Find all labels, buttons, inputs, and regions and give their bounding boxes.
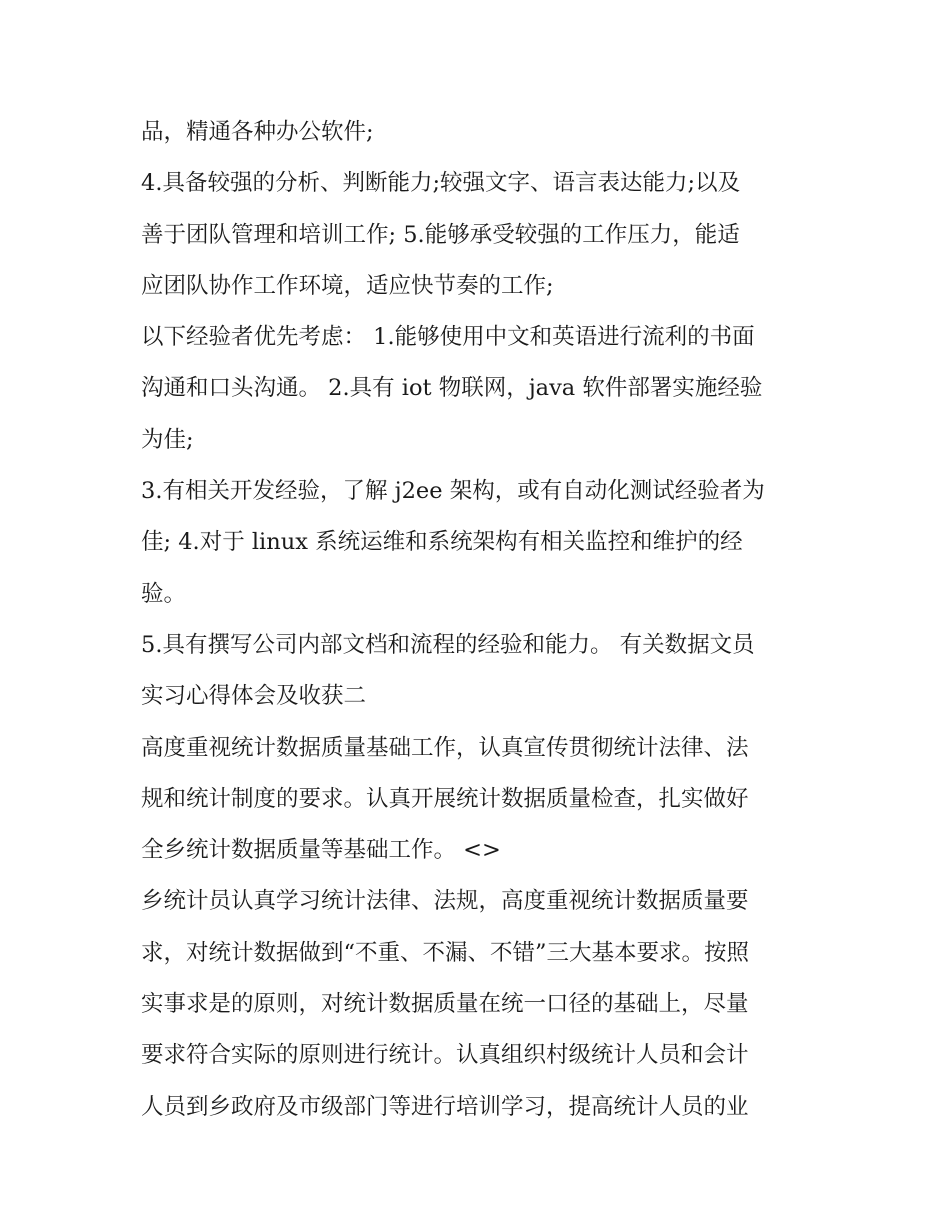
text-line: 人员到乡政府及市级部门等进行培训学习，提高统计人员的业	[141, 1093, 749, 1120]
text-line: 实事求是的原则，对统计数据质量在统一口径的基础上，尽量	[141, 991, 749, 1018]
text-line: 规和统计制度的要求。认真开展统计数据质量检查，扎实做好	[141, 785, 749, 812]
text-line: 要求符合实际的原则进行统计。认真组织村级统计人员和会计	[141, 1042, 749, 1069]
text-line: 3.有相关开发经验，了解 j2ee 架构，或有自动化测试经验者为	[141, 478, 765, 505]
text-line: 善于团队管理和培训工作; 5.能够承受较强的工作压力，能适	[141, 221, 740, 248]
document-body	[141, 107, 821, 1133]
text-line: 应团队协作工作环境，适应快节奏的工作;	[141, 272, 554, 299]
text-line: 实习心得体会及收获二	[141, 683, 367, 710]
text-line: 沟通和口头沟通。 2.具有 iot 物联网，java 软件部署实施经验	[141, 375, 763, 402]
text-line: 验。	[141, 580, 187, 607]
text-line: 品，精通各种办公软件;	[141, 119, 374, 145]
text-line: 5.具有撰写公司内部文档和流程的经验和能力。 有关数据文员	[141, 631, 755, 658]
text-line: 高度重视统计数据质量基础工作，认真宣传贯彻统计法律、法	[141, 734, 749, 761]
text-line: 乡统计员认真学习统计法律、法规，高度重视统计数据质量要	[141, 888, 749, 915]
text-line: 为佳;	[141, 426, 194, 453]
text-line: 以下经验者优先考虑： 1.能够使用中文和英语进行流利的书面	[141, 324, 755, 351]
text-line: 佳; 4.对于 linux 系统运维和系统架构有相关监控和维护的经	[141, 529, 743, 556]
text-line: 全乡统计数据质量等基础工作。 <>	[141, 837, 501, 864]
text-line: 4.具备较强的分析、判断能力;较强文字、语言表达能力;以及	[141, 170, 741, 197]
text-line: 求，对统计数据做到“不重、不漏、不错”三大基本要求。按照	[141, 939, 750, 966]
